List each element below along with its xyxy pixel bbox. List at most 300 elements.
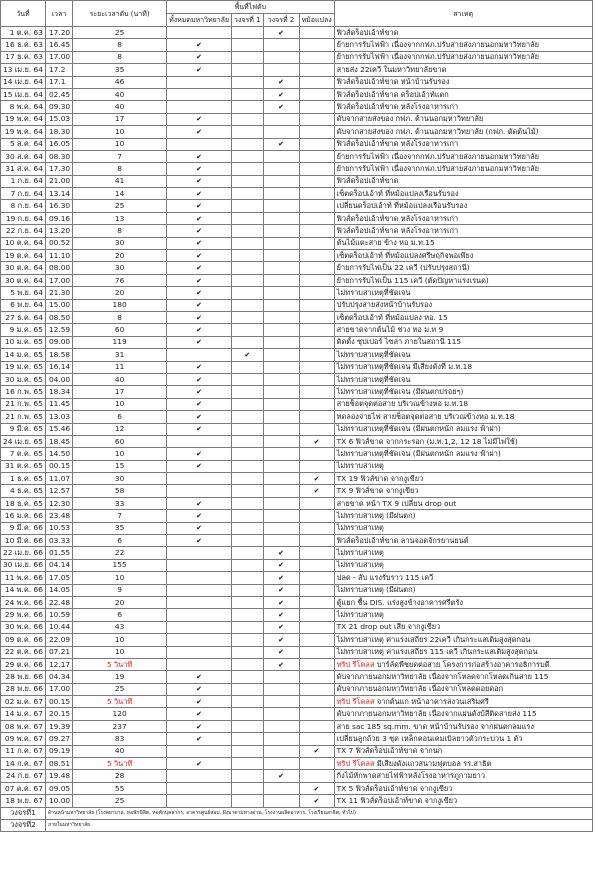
duration-cell: 8 bbox=[73, 39, 167, 51]
date-cell: 29 พ.ค. 66 bbox=[1, 609, 46, 621]
cause-cell: ไม่ทราบสาเหตุที่ชัดเจน (มีฝนตกหนัก ลมแรง ฟ้าผ่า) bbox=[334, 448, 592, 460]
area-cell bbox=[299, 460, 334, 472]
area-cell bbox=[232, 435, 264, 447]
area-cell bbox=[299, 299, 334, 311]
check-icon: ✔ bbox=[196, 759, 203, 768]
area-cell bbox=[263, 212, 299, 224]
table-row bbox=[1, 559, 593, 571]
area-cell bbox=[299, 262, 334, 274]
date-cell: 24 พ.ค. 66 bbox=[1, 596, 46, 608]
table-row bbox=[1, 733, 593, 745]
date-cell: 18 ธ.ค. 65 bbox=[1, 497, 46, 509]
date-cell: 10 ม.ค. 65 bbox=[1, 336, 46, 348]
area-cell bbox=[299, 634, 334, 646]
table-row bbox=[1, 299, 593, 311]
footer-circuit1-label: วงจรที่1 bbox=[1, 807, 46, 819]
area-cell bbox=[167, 621, 232, 633]
duration-cell: 11 bbox=[73, 361, 167, 373]
time-cell: 07.21 bbox=[45, 646, 72, 658]
area-cell bbox=[232, 733, 264, 745]
area-cell bbox=[299, 559, 334, 571]
area-cell bbox=[232, 782, 264, 794]
area-cell bbox=[232, 237, 264, 249]
area-cell bbox=[232, 386, 264, 398]
cause-cell: ไม่ทราบสาเหตุที่ชัดเจน bbox=[334, 287, 592, 299]
duration-cell: 9 bbox=[73, 584, 167, 596]
time-cell: 12.57 bbox=[45, 485, 72, 497]
header-whole-university: ทั้งหมดมหาวิทยาลัย bbox=[167, 14, 232, 27]
date-cell: 14 ม.ค. 67 bbox=[1, 708, 46, 720]
area-cell bbox=[232, 758, 264, 770]
duration-cell: 25 bbox=[73, 200, 167, 212]
cause-cell: เปลี่ยนลูกถ้วย 3 ชุด เหล็กคอนเคมเบิลยาวตัวกระบวน 1 ตัว bbox=[334, 733, 592, 745]
duration-cell: 237 bbox=[73, 720, 167, 732]
table-header bbox=[1, 1, 593, 27]
area-cell bbox=[263, 299, 299, 311]
area-cell bbox=[232, 250, 264, 262]
date-cell: 1 ธ.ค. 65 bbox=[1, 473, 46, 485]
area-cell bbox=[232, 460, 264, 472]
time-cell: 16.14 bbox=[45, 361, 72, 373]
area-cell bbox=[263, 423, 299, 435]
cause-cell: ย้ายการรับไฟเป็น 22 เควี (ปรับปรุงสถานี) bbox=[334, 262, 592, 274]
cause-cell: ย้ายการรับไฟฟ้า เนื่องจากกฟภ.ปรับสายส่งภายนอกมหาวิทยาลัย bbox=[334, 163, 592, 175]
date-cell: 17 ธ.ค. 63 bbox=[1, 51, 46, 63]
cause-cell: สายขาดจากต้นไม้ ช่วง หอ ม.ท 9 bbox=[334, 324, 592, 336]
area-cell bbox=[167, 250, 232, 262]
date-cell: 30 ส.ค. 64 bbox=[1, 150, 46, 162]
area-cell bbox=[167, 126, 232, 138]
area-cell bbox=[299, 696, 334, 708]
check-icon: ✔ bbox=[196, 734, 203, 743]
area-cell bbox=[299, 274, 334, 286]
duration-cell: 119 bbox=[73, 336, 167, 348]
check-icon: ✔ bbox=[196, 239, 203, 248]
area-cell bbox=[299, 237, 334, 249]
table-row bbox=[1, 138, 593, 150]
time-cell: 08.51 bbox=[45, 758, 72, 770]
area-cell bbox=[299, 720, 334, 732]
date-cell: 13 เม.ย. 64 bbox=[1, 64, 46, 76]
check-icon: ✔ bbox=[196, 425, 203, 434]
area-cell bbox=[167, 175, 232, 187]
date-cell: 30 พ.ค. 66 bbox=[1, 621, 46, 633]
cause-cell: เซ็ตดร็อปเอ้าท์ ที่หม้อแปลง หอ. 15 bbox=[334, 311, 592, 323]
duration-cell: 120 bbox=[73, 708, 167, 720]
time-cell: 09.16 bbox=[45, 212, 72, 224]
time-cell: 18.58 bbox=[45, 349, 72, 361]
table-row bbox=[1, 411, 593, 423]
area-cell bbox=[263, 733, 299, 745]
area-cell bbox=[299, 188, 334, 200]
date-cell: 19 ก.ย. 64 bbox=[1, 212, 46, 224]
time-cell: 10.00 bbox=[45, 795, 72, 807]
table-row bbox=[1, 262, 593, 274]
area-cell bbox=[232, 64, 264, 76]
area-cell bbox=[263, 435, 299, 447]
cause-cell: ย้ายการรับไฟฟ้า เนื่องจากกฟภ.ปรับสายส่งภายนอกมหาวิทยาลัย bbox=[334, 39, 592, 51]
time-cell: 22.09 bbox=[45, 634, 72, 646]
area-cell bbox=[263, 200, 299, 212]
time-cell: 11.07 bbox=[45, 473, 72, 485]
cause-cell: ติดตั้ง ซุปเปอร์ ไซล่า ภายในสถานี 115 bbox=[334, 336, 592, 348]
duration-cell: 60 bbox=[73, 435, 167, 447]
cause-cell: ดับจากภายนอกมหาวิทยาลัย เนื่องจากโหลดดอยดอก bbox=[334, 683, 592, 695]
area-cell bbox=[263, 27, 299, 39]
table-row bbox=[1, 758, 593, 770]
area-cell bbox=[232, 473, 264, 485]
area-cell bbox=[167, 596, 232, 608]
duration-cell: 31 bbox=[73, 349, 167, 361]
area-cell bbox=[167, 448, 232, 460]
area-cell bbox=[167, 770, 232, 782]
date-cell: 29 ต.ค. 66 bbox=[1, 658, 46, 670]
trip-reclose-label: ทริป รีโคลส bbox=[336, 758, 375, 768]
area-cell bbox=[167, 497, 232, 509]
duration-cell: 5 วินาที bbox=[73, 658, 167, 670]
area-cell bbox=[299, 175, 334, 187]
duration-cell: 12 bbox=[73, 423, 167, 435]
area-cell bbox=[263, 262, 299, 274]
area-cell bbox=[299, 138, 334, 150]
duration-cell: 10 bbox=[73, 634, 167, 646]
area-cell bbox=[167, 547, 232, 559]
duration-cell: 35 bbox=[73, 64, 167, 76]
time-cell: 17.00 bbox=[45, 683, 72, 695]
area-cell bbox=[263, 51, 299, 63]
time-cell: 17.05 bbox=[45, 572, 72, 584]
area-cell bbox=[167, 584, 232, 596]
area-cell bbox=[232, 324, 264, 336]
cause-cell: ฟิวส์ดร็อปเอ้าท์ขาด หลังโรงอาหารเก่า bbox=[334, 212, 592, 224]
duration-cell: 17 bbox=[73, 113, 167, 125]
date-cell: 5 พ.ย. 64 bbox=[1, 287, 46, 299]
area-cell bbox=[232, 547, 264, 559]
area-cell bbox=[299, 584, 334, 596]
area-cell bbox=[167, 101, 232, 113]
area-cell bbox=[299, 435, 334, 447]
area-cell bbox=[299, 758, 334, 770]
check-icon: ✔ bbox=[196, 276, 203, 285]
table-row bbox=[1, 782, 593, 794]
duration-cell: 5 วินาที bbox=[73, 696, 167, 708]
time-cell: 12.17 bbox=[45, 658, 72, 670]
area-cell bbox=[299, 671, 334, 683]
area-cell bbox=[263, 76, 299, 88]
check-icon: ✔ bbox=[196, 226, 203, 235]
area-cell bbox=[167, 200, 232, 212]
area-cell bbox=[299, 621, 334, 633]
check-icon: ✔ bbox=[196, 326, 203, 335]
duration-cell: 7 bbox=[73, 510, 167, 522]
time-cell: 17.00 bbox=[45, 274, 72, 286]
duration-cell: 41 bbox=[73, 175, 167, 187]
footer-circuit2-text: ภายในมหาวิทยาลัย bbox=[45, 819, 592, 831]
cause-cell: สายขาด หน้า TX 9 เปลี่ยน drop out bbox=[334, 497, 592, 509]
duration-cell: 6 bbox=[73, 609, 167, 621]
cause-cell: ทดลองจ่ายไฟ สายช็อตจุดต่อสาย บริเวณข้างหอ ม.ท.18 bbox=[334, 411, 592, 423]
time-cell: 18.30 bbox=[45, 126, 72, 138]
table-row bbox=[1, 720, 593, 732]
area-cell bbox=[167, 758, 232, 770]
area-cell bbox=[263, 671, 299, 683]
check-icon: ✔ bbox=[278, 78, 284, 87]
check-icon: ✔ bbox=[278, 772, 284, 781]
area-cell bbox=[232, 287, 264, 299]
duration-cell: 8 bbox=[73, 51, 167, 63]
time-cell: 23.48 bbox=[45, 510, 72, 522]
duration-cell: 7 bbox=[73, 150, 167, 162]
area-cell bbox=[263, 361, 299, 373]
header-circuit-2: วงจรที่ 2 bbox=[263, 14, 299, 27]
date-cell: 18 พ.ย. 67 bbox=[1, 795, 46, 807]
area-cell bbox=[263, 163, 299, 175]
area-cell bbox=[263, 683, 299, 695]
duration-cell: 180 bbox=[73, 299, 167, 311]
time-cell: 09.00 bbox=[45, 336, 72, 348]
check-icon: ✔ bbox=[313, 796, 320, 805]
time-cell: 09.27 bbox=[45, 733, 72, 745]
cause-detail: บาร์ลัดพืชยดต่อสาย โครงการก่อสร้างอาคารอธิการบดี bbox=[374, 659, 550, 669]
duration-cell: 20 bbox=[73, 287, 167, 299]
time-cell: 00.15 bbox=[45, 460, 72, 472]
area-cell bbox=[263, 535, 299, 547]
area-cell bbox=[263, 547, 299, 559]
header-time: เวลา bbox=[45, 1, 72, 27]
area-cell bbox=[263, 101, 299, 113]
area-cell bbox=[299, 733, 334, 745]
table-row bbox=[1, 398, 593, 410]
area-cell bbox=[299, 448, 334, 460]
area-cell bbox=[263, 621, 299, 633]
date-cell: 27 ธ.ค. 64 bbox=[1, 311, 46, 323]
area-cell bbox=[299, 708, 334, 720]
time-cell: 08.00 bbox=[45, 262, 72, 274]
table-row bbox=[1, 324, 593, 336]
area-cell bbox=[263, 758, 299, 770]
area-cell bbox=[263, 448, 299, 460]
cause-cell: ฟิวส์ดร็อปเอ้าท์ขาด หลังโรงอาหารเก่า bbox=[334, 101, 592, 113]
time-cell: 12.59 bbox=[45, 324, 72, 336]
area-cell bbox=[167, 299, 232, 311]
cause-cell: ปลด - สับ แรงรับราว 115 เควี bbox=[334, 572, 592, 584]
date-cell: 16 ม.ค. 66 bbox=[1, 510, 46, 522]
cause-cell: ย้ายการรับไฟเป็น 115 เควี (ตัดปัญหาแรงเรนด) bbox=[334, 274, 592, 286]
cause-cell: TX 7 ฟิวส์ดร็อปเอ้าท์ขาด จากนก bbox=[334, 745, 592, 757]
area-cell bbox=[167, 473, 232, 485]
cause-cell: ไม่ทราบสาเหตุ bbox=[334, 609, 592, 621]
area-cell bbox=[263, 225, 299, 237]
cause-cell: ไม่ทราบสาเหตุที่ชัดเจน มีเสียงดังที่ ม.ท.18 bbox=[334, 361, 592, 373]
date-cell: 21 ก.พ. 65 bbox=[1, 398, 46, 410]
area-cell bbox=[232, 770, 264, 782]
date-cell: 11 พ.ค. 66 bbox=[1, 572, 46, 584]
area-cell bbox=[232, 621, 264, 633]
check-icon: ✔ bbox=[313, 474, 320, 483]
date-cell: 19 พ.ค. 64 bbox=[1, 113, 46, 125]
area-cell bbox=[232, 522, 264, 534]
area-cell bbox=[232, 658, 264, 670]
area-cell bbox=[232, 720, 264, 732]
date-cell: 30 เม.ย. 66 bbox=[1, 559, 46, 571]
area-cell bbox=[167, 733, 232, 745]
cause-cell: ฟิวส์ดร็อปเอ้าท์ขาด หลังโรงอาหารเก่า bbox=[334, 225, 592, 237]
area-cell bbox=[232, 212, 264, 224]
area-cell bbox=[263, 336, 299, 348]
header-area-group: พื้นที่ไฟดับ bbox=[167, 1, 335, 14]
area-cell bbox=[299, 64, 334, 76]
area-cell bbox=[299, 27, 334, 39]
table-row bbox=[1, 423, 593, 435]
cause-cell bbox=[334, 658, 592, 670]
area-cell bbox=[232, 448, 264, 460]
time-cell: 10.59 bbox=[45, 609, 72, 621]
area-cell bbox=[299, 373, 334, 385]
check-icon: ✔ bbox=[196, 41, 203, 50]
check-icon: ✔ bbox=[278, 648, 284, 657]
check-icon: ✔ bbox=[196, 164, 203, 173]
check-icon: ✔ bbox=[196, 313, 203, 322]
time-cell: 17.1 bbox=[45, 76, 72, 88]
area-cell bbox=[299, 485, 334, 497]
header-circuit-1: วงจรที่ 1 bbox=[232, 14, 264, 27]
area-cell bbox=[167, 522, 232, 534]
duration-cell: 58 bbox=[73, 485, 167, 497]
check-icon: ✔ bbox=[196, 115, 203, 124]
date-cell: 19 ต.ค. 64 bbox=[1, 250, 46, 262]
check-icon: ✔ bbox=[278, 573, 284, 582]
duration-cell: 28 bbox=[73, 770, 167, 782]
area-cell bbox=[167, 88, 232, 100]
area-cell bbox=[263, 770, 299, 782]
table-row bbox=[1, 287, 593, 299]
date-cell: 10 มี.ค. 66 bbox=[1, 535, 46, 547]
cause-detail: จากต้นแก หน้าอาคารสงวนเสริมศรี bbox=[374, 696, 489, 706]
check-icon: ✔ bbox=[196, 214, 203, 223]
area-cell bbox=[299, 311, 334, 323]
table-row bbox=[1, 250, 593, 262]
area-cell bbox=[299, 250, 334, 262]
area-cell bbox=[299, 361, 334, 373]
table-row bbox=[1, 572, 593, 584]
duration-cell: 8 bbox=[73, 163, 167, 175]
table-row bbox=[1, 361, 593, 373]
area-cell bbox=[263, 138, 299, 150]
time-cell: 16.45 bbox=[45, 39, 72, 51]
check-icon: ✔ bbox=[278, 561, 284, 570]
area-cell bbox=[263, 696, 299, 708]
time-cell: 08.30 bbox=[45, 150, 72, 162]
table-row bbox=[1, 485, 593, 497]
area-cell bbox=[299, 510, 334, 522]
area-cell bbox=[167, 572, 232, 584]
area-cell bbox=[299, 398, 334, 410]
area-cell bbox=[299, 596, 334, 608]
duration-cell: 17 bbox=[73, 386, 167, 398]
time-cell: 02.45 bbox=[45, 88, 72, 100]
area-cell bbox=[263, 64, 299, 76]
header-duration: ระยะเวลาดับ (นาที) bbox=[73, 1, 167, 27]
area-cell bbox=[263, 39, 299, 51]
date-cell: 22 เม.ย. 66 bbox=[1, 547, 46, 559]
time-cell: 14.50 bbox=[45, 448, 72, 460]
area-cell bbox=[232, 150, 264, 162]
time-cell: 04.14 bbox=[45, 559, 72, 571]
cause-cell: เซ็ตดร็อปเอ้าท์ ที่หม้อแปลงเรือนรับรอง bbox=[334, 188, 592, 200]
time-cell: 11.10 bbox=[45, 250, 72, 262]
area-cell bbox=[167, 460, 232, 472]
duration-cell: 30 bbox=[73, 473, 167, 485]
date-cell: 7 ก.ย. 64 bbox=[1, 188, 46, 200]
cause-cell: ดับจากภายนอกมหาวิทยาลัย เนื่องจากแผ่นดังบ้สีติดสายส่ง 115 bbox=[334, 708, 592, 720]
time-cell: 09.30 bbox=[45, 101, 72, 113]
duration-cell: 15 bbox=[73, 460, 167, 472]
area-cell bbox=[232, 200, 264, 212]
table-row bbox=[1, 671, 593, 683]
table-row bbox=[1, 373, 593, 385]
area-cell bbox=[232, 795, 264, 807]
duration-cell: 155 bbox=[73, 559, 167, 571]
area-cell bbox=[232, 101, 264, 113]
check-icon: ✔ bbox=[196, 412, 203, 421]
date-cell: 14 พ.ค. 66 bbox=[1, 584, 46, 596]
area-cell bbox=[167, 745, 232, 757]
cause-cell: ฟิวส์ดร็อปเอ้าท์ขาด bbox=[334, 175, 592, 187]
area-cell bbox=[263, 522, 299, 534]
area-cell bbox=[299, 547, 334, 559]
footer-circuit2-label: วงจรที่2 bbox=[1, 819, 46, 831]
area-cell bbox=[232, 311, 264, 323]
area-cell bbox=[263, 373, 299, 385]
area-cell bbox=[167, 225, 232, 237]
cause-cell: ดับจากสายส่งของ กฟภ. ด้านนอกมหาวิทยาลัย bbox=[334, 113, 592, 125]
cause-cell: TX 11 ฟิวส์ดร็อปเอ้าท์ขาด จากงูเขียว bbox=[334, 795, 592, 807]
duration-cell: 10 bbox=[73, 572, 167, 584]
table-row bbox=[1, 510, 593, 522]
duration-cell: 40 bbox=[73, 88, 167, 100]
cause-cell: ไม่ทราบสาเหตุ ค่าแรงเสถียร 22เควี เกินกระแสเดิมสูงสุดกอน bbox=[334, 634, 592, 646]
table-row bbox=[1, 683, 593, 695]
duration-cell: 55 bbox=[73, 782, 167, 794]
area-cell bbox=[299, 150, 334, 162]
check-icon: ✔ bbox=[244, 350, 251, 359]
check-icon: ✔ bbox=[196, 53, 203, 62]
duration-cell: 8 bbox=[73, 311, 167, 323]
date-cell: 02 ม.ค. 67 bbox=[1, 696, 46, 708]
date-cell: 14 เม.ย. 64 bbox=[1, 76, 46, 88]
area-cell bbox=[263, 411, 299, 423]
duration-cell: 76 bbox=[73, 274, 167, 286]
time-cell: 09.05 bbox=[45, 782, 72, 794]
check-icon: ✔ bbox=[196, 400, 203, 409]
duration-cell: 10 bbox=[73, 646, 167, 658]
area-cell bbox=[167, 237, 232, 249]
check-icon: ✔ bbox=[196, 499, 203, 508]
table-body bbox=[1, 27, 593, 808]
table-row bbox=[1, 150, 593, 162]
check-icon: ✔ bbox=[196, 177, 203, 186]
area-cell bbox=[232, 27, 264, 39]
duration-cell: 35 bbox=[73, 522, 167, 534]
area-cell bbox=[299, 349, 334, 361]
check-icon: ✔ bbox=[196, 264, 203, 273]
area-cell bbox=[232, 262, 264, 274]
time-cell: 17.00 bbox=[45, 51, 72, 63]
area-cell bbox=[232, 163, 264, 175]
header-cause: สาเหตุ bbox=[334, 1, 592, 27]
area-cell bbox=[167, 658, 232, 670]
area-cell bbox=[299, 39, 334, 51]
